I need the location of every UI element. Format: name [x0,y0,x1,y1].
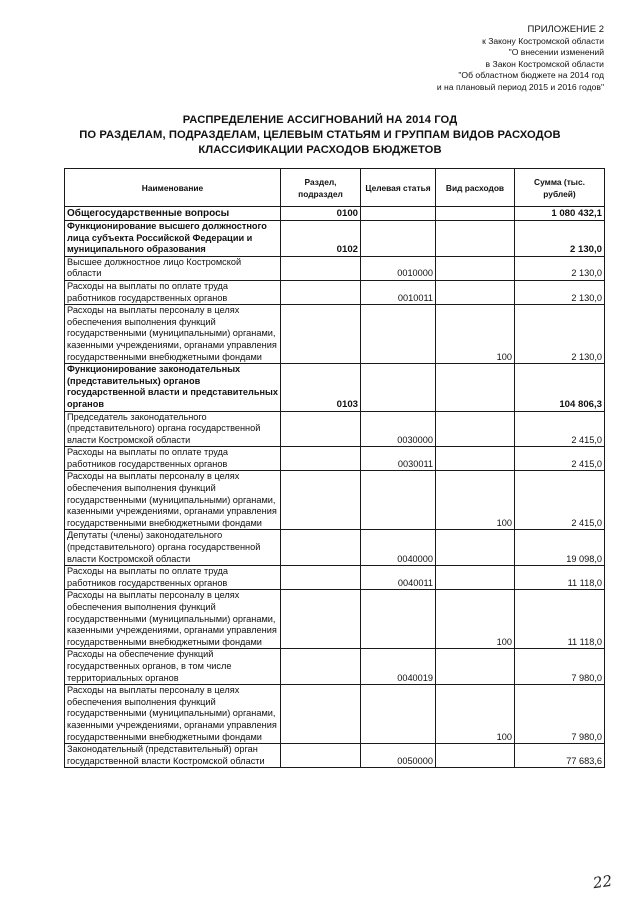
cell-section [281,744,361,768]
cell-target: 0040011 [361,566,436,590]
appendix-line: и на плановый период 2015 и 2016 годов" [436,81,604,92]
appendix-line: "О внесении изменений [508,47,604,57]
cell-type [436,649,515,685]
cell-section [281,305,361,364]
table-row [65,280,605,304]
appendix-line: в Закон Костромской области [485,58,604,69]
table-row [65,221,605,257]
table-row [65,447,605,471]
cell-amount: 2 130,0 [515,280,605,304]
cell-name: Расходы на выплаты по оплате труда работников государственных органов [65,280,281,304]
cell-type: 100 [436,590,515,649]
table-row [65,649,605,685]
cell-target: 0010011 [361,280,436,304]
cell-name: Расходы на выплаты персоналу в целях обеспечения выполнения функций государственными (муниципальными) органами, казенными учреждениями, органами управления государственными внебюджетными фондами [65,305,281,364]
cell-target [361,364,436,411]
table-row [65,364,605,411]
cell-type: 100 [436,471,515,530]
table-row [65,207,605,221]
cell-name: Расходы на выплаты персоналу в целях обеспечения выполнения функций государственными (муниципальными) органами, казенными учреждениями, органами управления государственными внебюджетными фондами [65,471,281,530]
cell-target: 0030000 [361,411,436,447]
title-line: КЛАССИФИКАЦИИ РАСХОДОВ БЮДЖЕТОВ [198,144,442,156]
cell-target: 0050000 [361,744,436,768]
cell-amount: 7 980,0 [515,685,605,744]
table-row [65,530,605,566]
cell-type [436,744,515,768]
table-row [65,256,605,280]
cell-amount: 2 415,0 [515,411,605,447]
table-row [65,471,605,530]
cell-amount: 77 683,6 [515,744,605,768]
table-body [65,207,605,768]
header-name: Наименование [65,169,281,207]
cell-type [436,566,515,590]
table-row [65,566,605,590]
cell-target: 0040019 [361,649,436,685]
cell-name: Функционирование высшего должностного лица субъекта Российской Федерации и муниципального образования [65,221,281,257]
cell-target: 0030011 [361,447,436,471]
cell-section: 0102 [281,221,361,257]
cell-type [436,221,515,257]
cell-amount: 2 415,0 [515,447,605,471]
cell-target: 0040000 [361,530,436,566]
cell-type [436,447,515,471]
header-target: Целевая статья [361,169,436,207]
allocation-table [64,168,605,768]
appendix-line: "Об областном бюджете на 2014 год [458,70,604,80]
cell-amount: 2 130,0 [515,221,605,257]
cell-type [436,530,515,566]
cell-section [281,256,361,280]
cell-name: Депутаты (члены) законодательного (представительного) органа государственной власти Костромской области [65,530,281,566]
table-row [65,744,605,768]
cell-section [281,590,361,649]
cell-target [361,590,436,649]
header-type: Вид расходов [436,169,515,207]
header-amount: Сумма (тыс. рублей) [515,169,605,207]
cell-target [361,305,436,364]
cell-amount: 2 130,0 [515,305,605,364]
cell-name: Расходы на обеспечение функций государственных органов, в том числе территориальных органов [65,649,281,685]
cell-name: Функционирование законодательных (представительных) органов государственной власти и представительных органов [65,364,281,411]
cell-section [281,280,361,304]
document-title [0,113,640,158]
cell-target [361,471,436,530]
cell-name: Председатель законодательного (представительного) органа государственной власти Костромской области [65,411,281,447]
cell-amount: 11 118,0 [515,590,605,649]
cell-name: Высшее должностное лицо Костромской области [65,256,281,280]
header-section: Раздел, подраздел [281,169,361,207]
cell-target [361,685,436,744]
page-number: 22 [591,871,614,893]
cell-name: Расходы на выплаты по оплате труда работников государственных органов [65,447,281,471]
cell-section [281,566,361,590]
table-row [65,411,605,447]
cell-amount: 2 130,0 [515,256,605,280]
cell-amount: 11 118,0 [515,566,605,590]
cell-type [436,256,515,280]
cell-amount: 1 080 432,1 [515,207,605,221]
cell-amount: 2 415,0 [515,471,605,530]
cell-type [436,364,515,411]
table-row [65,590,605,649]
cell-target [361,221,436,257]
cell-section [281,649,361,685]
cell-type [436,207,515,221]
title-line: ПО РАЗДЕЛАМ, ПОДРАЗДЕЛАМ, ЦЕЛЕВЫМ СТАТЬЯМ И ГРУППАМ ВИДОВ РАСХОДОВ [79,129,561,141]
cell-target: 0010000 [361,256,436,280]
cell-amount: 19 098,0 [515,530,605,566]
cell-type: 100 [436,305,515,364]
cell-type [436,280,515,304]
title-line: РАСПРЕДЕЛЕНИЕ АССИГНОВАНИЙ НА 2014 ГОД [182,114,458,126]
cell-type: 100 [436,685,515,744]
cell-name: Законодательный (представительный) орган государственной власти Костромской области [65,744,281,768]
cell-section [281,685,361,744]
cell-name: Расходы на выплаты по оплате труда работников государственных органов [65,566,281,590]
cell-name: Общегосударственные вопросы [65,207,281,221]
appendix-line: ПРИЛОЖЕНИЕ 2 [527,24,604,35]
cell-amount: 7 980,0 [515,649,605,685]
cell-section: 0100 [281,207,361,221]
cell-target [361,207,436,221]
cell-section [281,447,361,471]
table-row [65,305,605,364]
cell-amount: 104 806,3 [515,364,605,411]
table-header-row [65,169,605,207]
cell-section [281,530,361,566]
cell-type [436,411,515,447]
cell-name: Расходы на выплаты персоналу в целях обеспечения выполнения функций государственными (муниципальными) органами, казенными учреждениями, органами управления государственными внебюджетными фондами [65,590,281,649]
cell-name: Расходы на выплаты персоналу в целях обеспечения выполнения функций государственными (муниципальными) органами, казенными учреждениями, органами управления государственными внебюджетными фондами [65,685,281,744]
table-row [65,685,605,744]
cell-section [281,411,361,447]
cell-section [281,471,361,530]
appendix-line: к Закону Костромской области [482,35,604,46]
appendix-note [437,24,604,93]
cell-section: 0103 [281,364,361,411]
